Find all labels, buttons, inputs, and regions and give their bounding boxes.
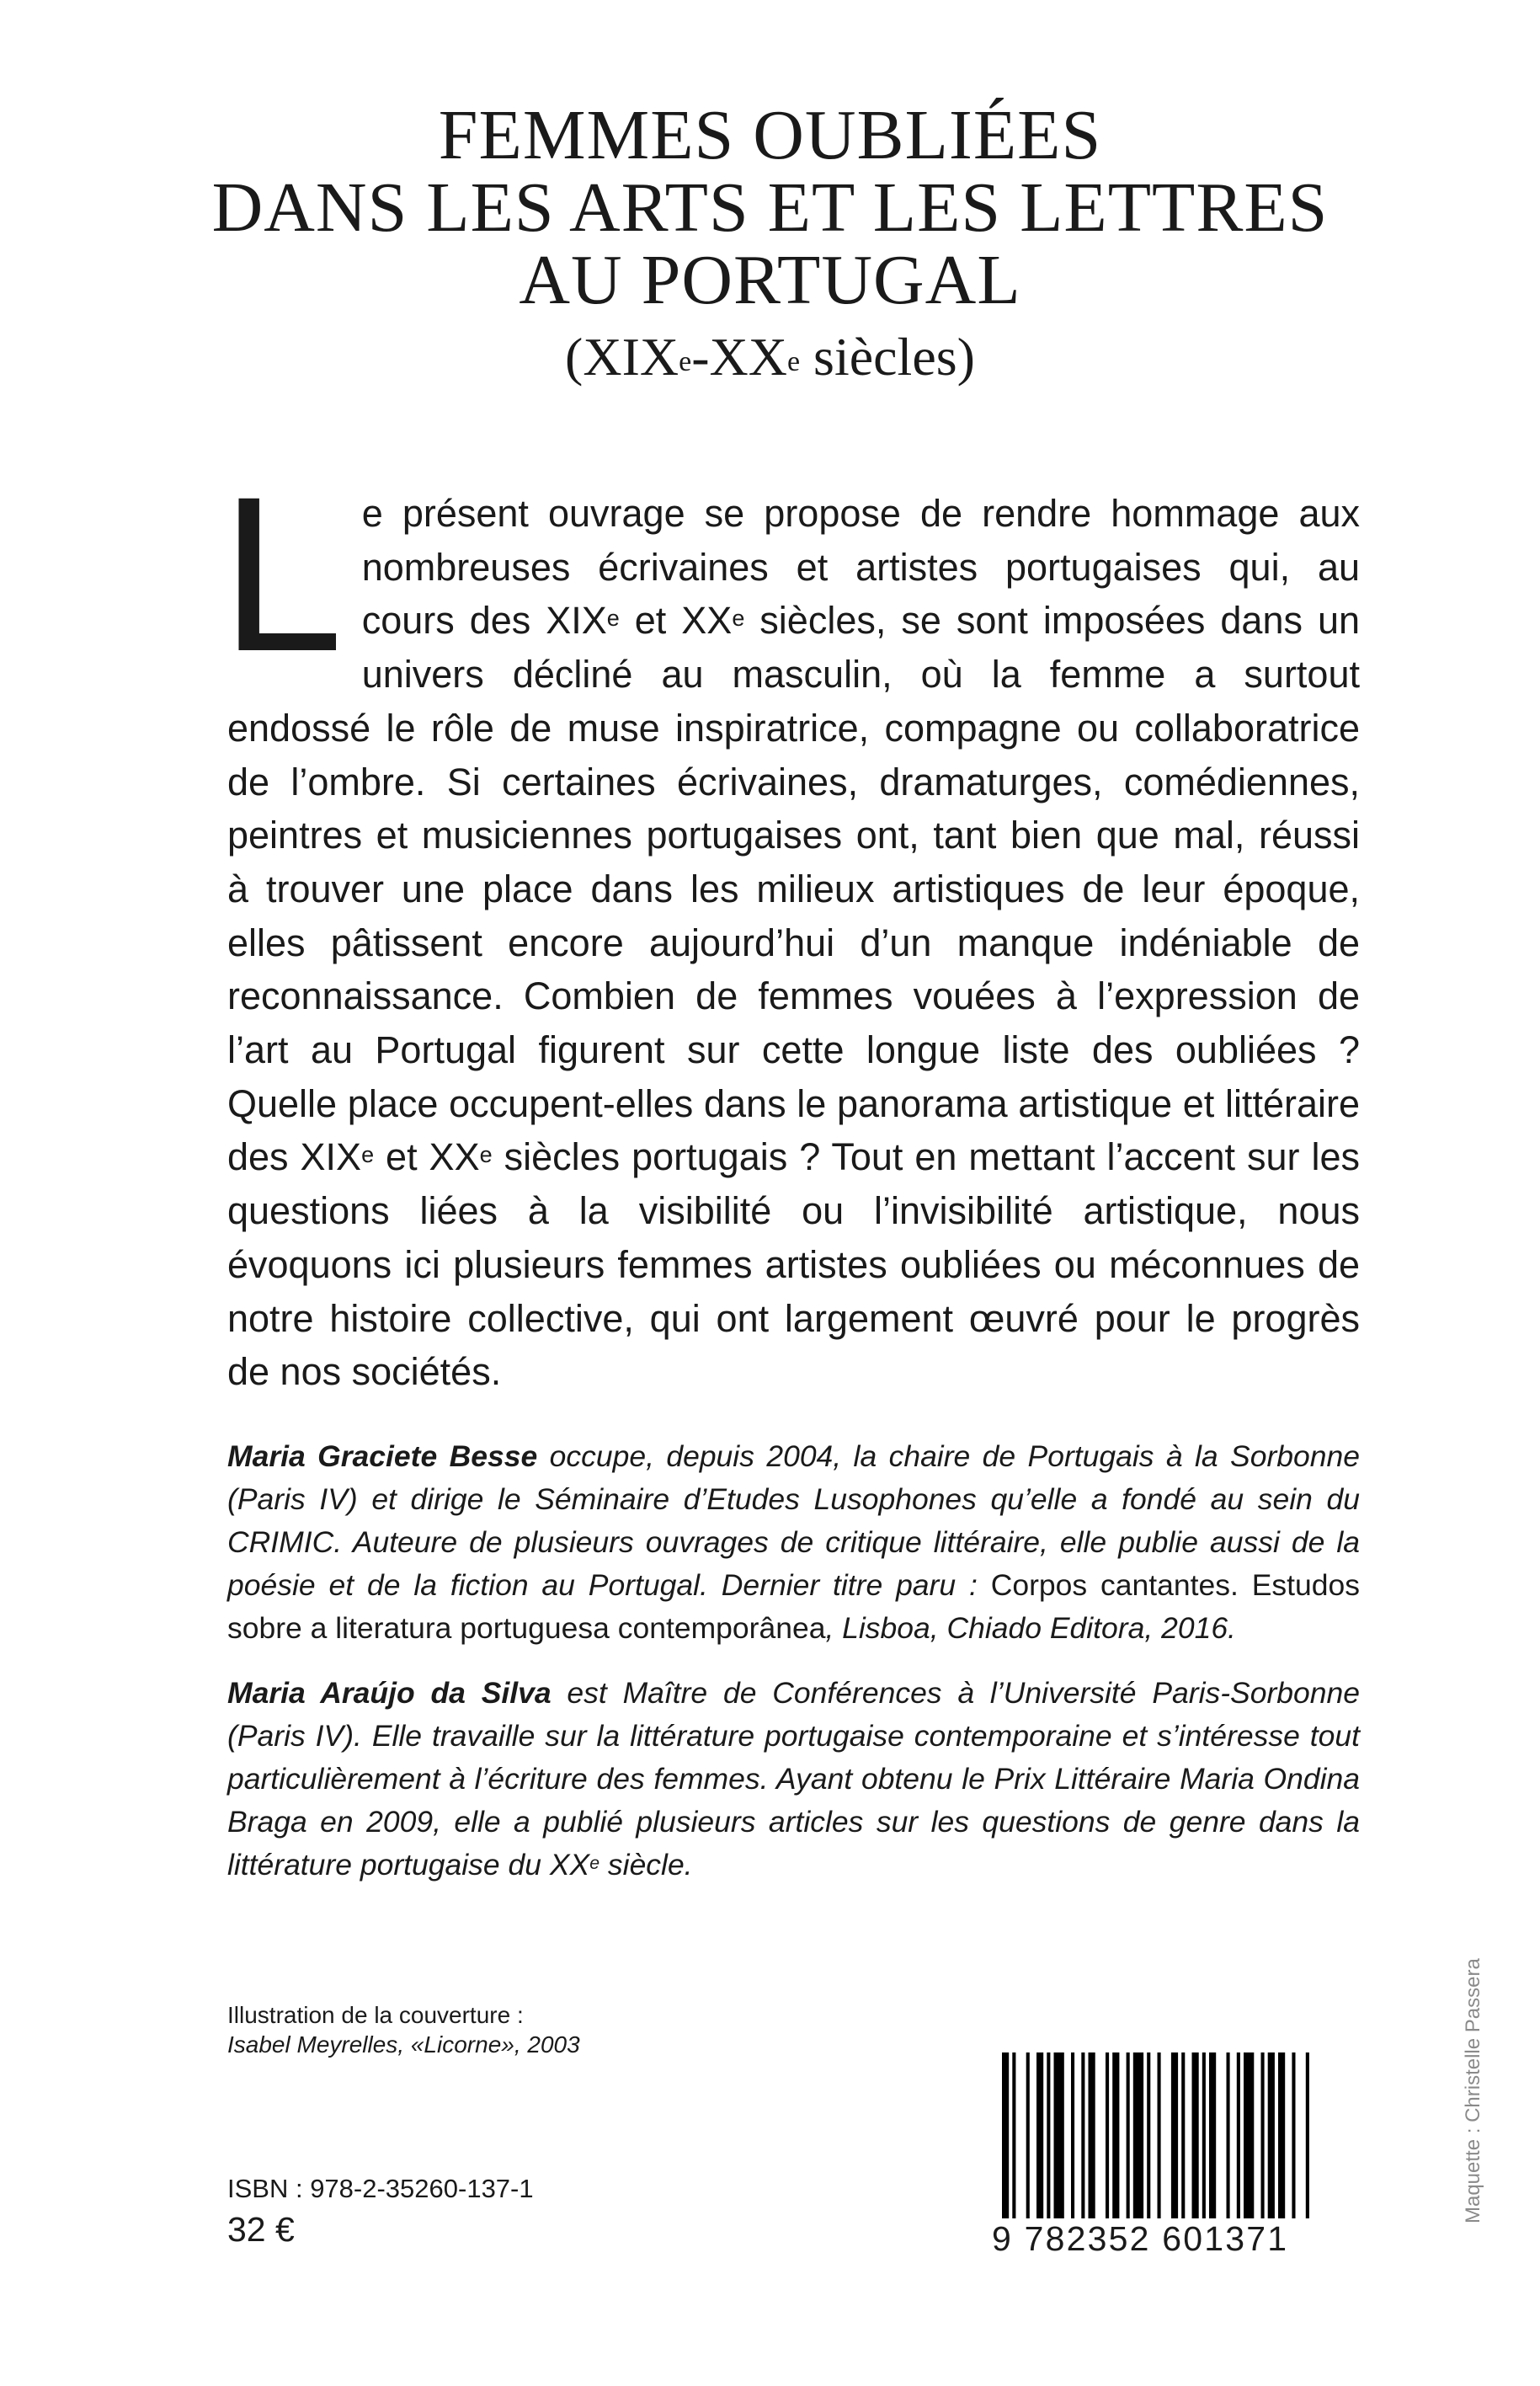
subtitle-centuries xyxy=(0,323,1540,391)
subtitle-open: (XIX xyxy=(565,327,679,387)
subtitle-sup-2: e xyxy=(786,346,801,377)
author-name-besse: Maria Graciete Besse xyxy=(227,1439,538,1473)
title-line-1: FEMMES OUBLIÉES xyxy=(438,96,1102,174)
summary-sup-4: e xyxy=(479,1142,493,1168)
author-bio-besse xyxy=(227,1435,1360,1650)
summary-sup-1: e xyxy=(606,606,620,632)
title-line-2: DANS LES ARTS ET LES LETTRES xyxy=(211,168,1329,247)
author-name-silva: Maria Araújo da Silva xyxy=(227,1676,552,1710)
subtitle-mid: -XX xyxy=(691,327,787,387)
price: 32 € xyxy=(227,2210,295,2249)
author-bio-silva xyxy=(227,1672,1360,1887)
bio-besse-text-1: occupe, depuis 2004, la chaire de Portugais à la Sorbonne (Paris IV) et dirige le Séminaire d’Etudes Lusophones qu’elle a fondé au sein du CRIMIC. Auteure de plusieurs ouvrages de critique littéraire, elle publie aussi de la poésie et de la fiction au Portugal. Dernier titre paru : xyxy=(227,1439,1360,1602)
summary-part-2: et XX xyxy=(619,599,733,643)
cover-credit-label: Illustration de la couverture : xyxy=(227,2002,524,2028)
summary-sup-2: e xyxy=(732,606,745,632)
maquette-credit: Maquette : Christelle Passera xyxy=(1462,1958,1484,2223)
subtitle-close: siècles) xyxy=(800,327,975,387)
summary-sup-3: e xyxy=(361,1142,375,1168)
cover-credit-value: Isabel Meyrelles, «Licorne», 2003 xyxy=(227,2031,580,2058)
bio-silva-text-2: siècle. xyxy=(599,1848,693,1882)
summary-part-5: siècles portugais ? Tout en mettant l’accent sur les questions liées à la visibilité ou l’invisibilité artistique, nous évoquons ici plusieurs femmes artistes oubliées ou méconnues de notre histoire collective, qui ont largement œuvré pour le progrès de nos sociétés. xyxy=(227,1135,1360,1394)
bio-silva-text-1: est Maître de Conférences à l’Université Paris-Sorbonne (Paris IV). Elle travaille sur la littérature portugaise contemporaine et s’intéresse tout particulièrement à l’écriture des femmes. Ayant obtenu le Prix Littéraire Maria Ondina Braga en 2009, elle a publié plusieurs articles sur les questions de genre dans la littérature portugaise du XX xyxy=(227,1676,1360,1882)
summary-paragraph xyxy=(221,451,1360,1399)
summary-part-3: siècles, se sont imposées dans un univers décliné au masculin, où la femme a surtout endossé le rôle de muse inspiratrice, compagne ou collaboratrice de l’ombre. Si certaines écrivaines, dramaturges, comédiennes, peintres et musiciennes portugaises ont, tant bien que mal, réussi à trouver une place dans les milieux artistiques de leur époque, elles pâtissent encore aujourd’hui d’un manque indéniable de reconnaissance. Combien de femmes vouées à l’expression de l’art au Portugal figurent sur cette longue liste des oubliées ? Quelle place occupent-elles dans le panorama artistique et littéraire des XIX xyxy=(227,599,1360,1179)
book-title xyxy=(0,96,1540,391)
title-line-3: AU PORTUGAL xyxy=(519,241,1021,319)
summary-part-1: e présent ouvrage se propose de rendre hommage aux nombreuses écrivaines et artistes portugaises qui, au cours des XIX xyxy=(361,492,1360,643)
barcode-digits: 9 782352 601371 xyxy=(992,2218,1329,2259)
bio-besse-book-title: Corpos cantantes. Estudos sobre a literatura portuguesa contemporânea xyxy=(227,1568,1360,1645)
isbn: ISBN : 978-2-35260-137-1 xyxy=(227,2174,534,2203)
summary-part-4: et XX xyxy=(374,1135,480,1179)
bio-silva-sup: e xyxy=(589,1853,600,1873)
bio-besse-text-2: , Lisboa, Chiado Editora, 2016. xyxy=(825,1611,1236,1645)
drop-cap: L xyxy=(221,451,344,697)
subtitle-sup-1: e xyxy=(679,346,692,377)
